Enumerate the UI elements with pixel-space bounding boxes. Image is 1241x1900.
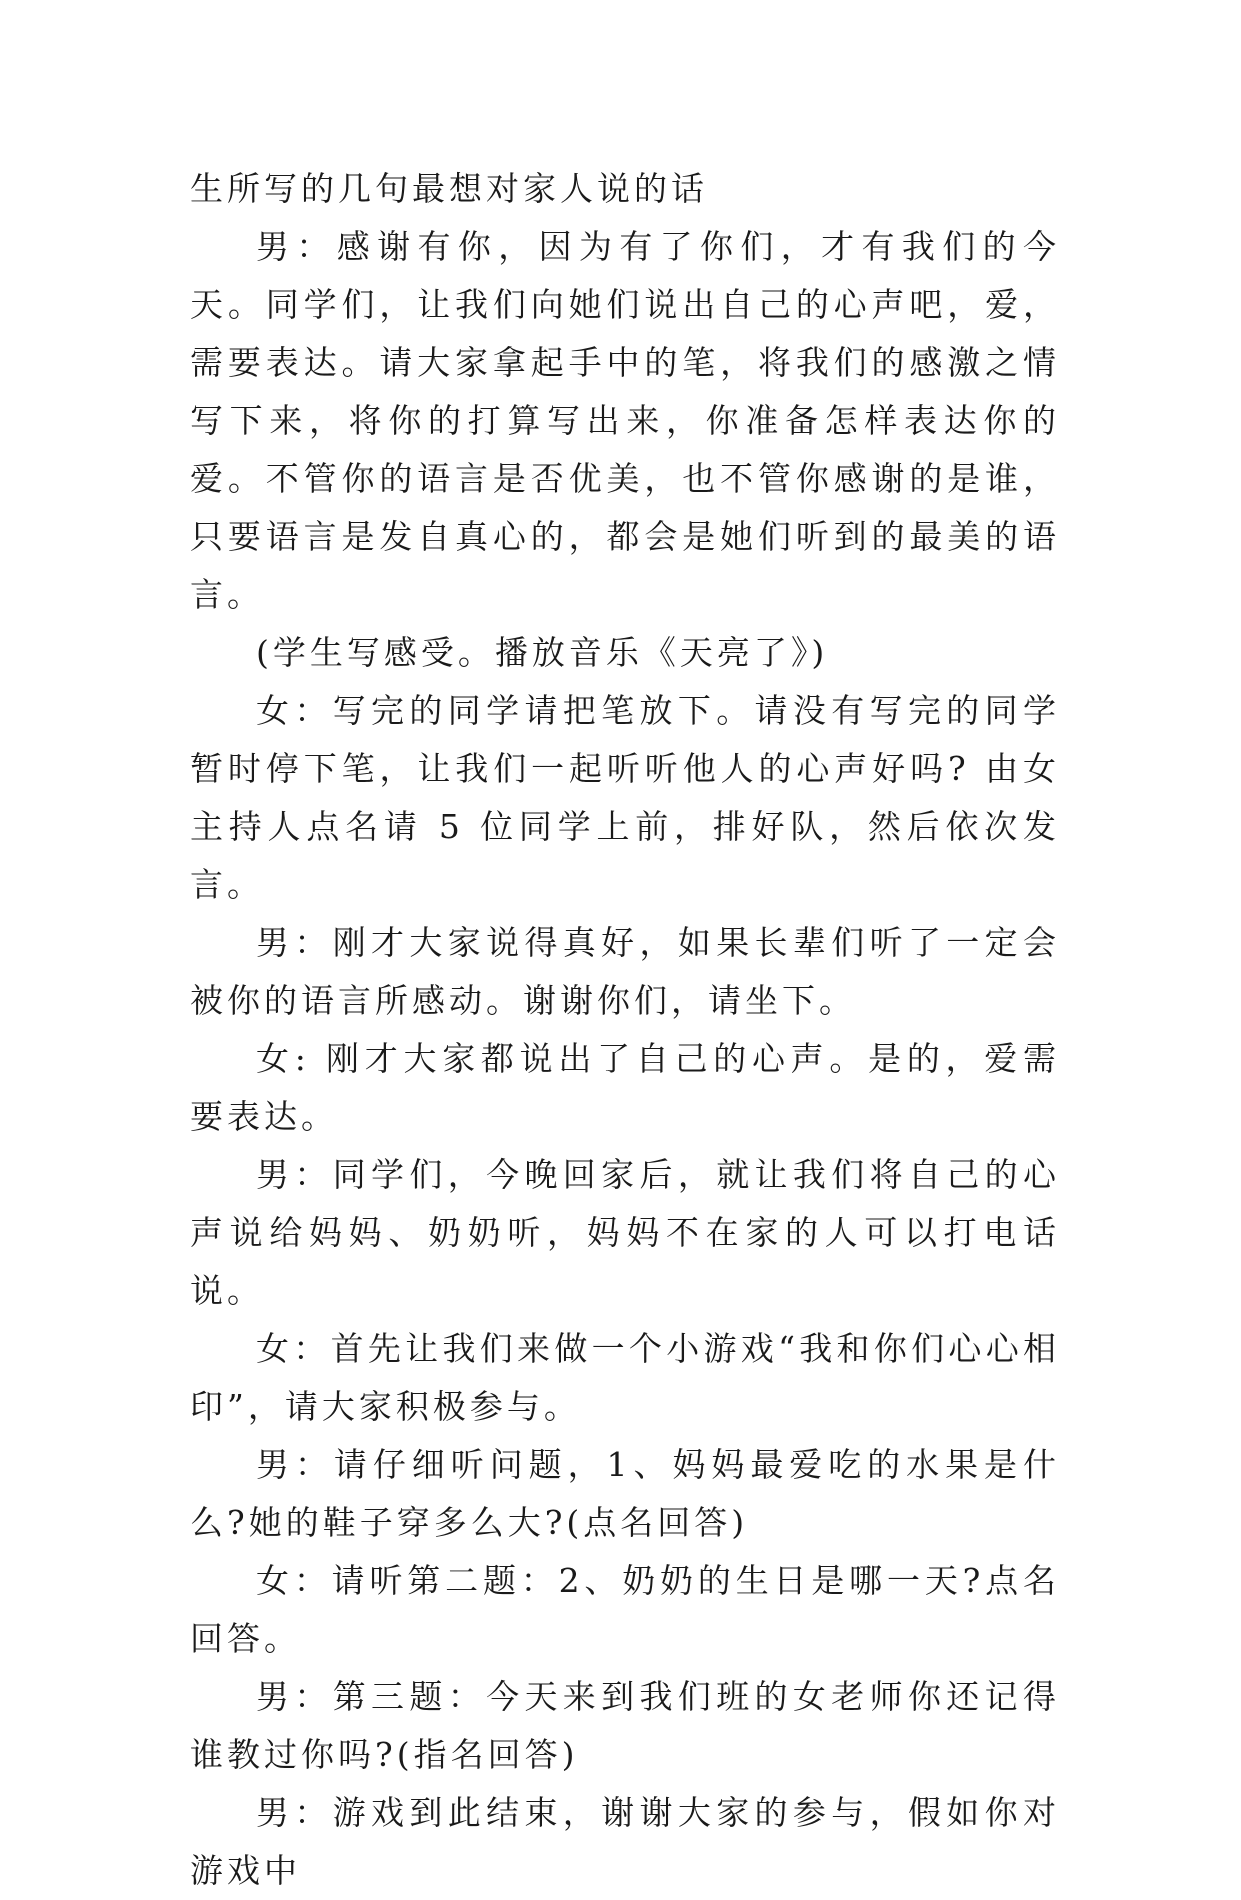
document-body bbox=[190, 160, 1060, 1900]
paragraph: 男：游戏到此结束，谢谢大家的参与，假如你对游戏中 bbox=[190, 1793, 1060, 1890]
paragraph: 女：请听第二题：2、奶奶的生日是哪一天?点名回答。 bbox=[190, 1561, 1060, 1658]
paragraph: 女: 刚才大家都说出了自己的心声。是的，爱需要表达。 bbox=[190, 1039, 1060, 1136]
paragraph: 男：第三题：今天来到我们班的女老师你还记得谁教过你吗?(指名回答) bbox=[190, 1677, 1060, 1774]
paragraph: 男：感谢有你，因为有了你们，才有我们的今天。同学们，让我们向她们说出自己的心声吧，爱，需要表达。请大家拿起手中的笔，将我们的感激之情写下来，将你的打算写出来，你准备怎样表达你的爱。不管你的语言是否优美，也不管你感谢的是谁，只要语言是发自真心的，都会是她们听到的最美的语言。 bbox=[190, 227, 1060, 614]
paragraph: (学生写感受。播放音乐《天亮了》) bbox=[256, 633, 829, 672]
paragraph: 生所写的几句最想对家人说的话 bbox=[190, 169, 708, 208]
paragraph: 男：同学们，今晚回家后，就让我们将自己的心声说给妈妈、奶奶听，妈妈不在家的人可以打电话说。 bbox=[190, 1155, 1060, 1310]
paragraph: 男：请仔细听问题，1、妈妈最爱吃的水果是什么?她的鞋子穿多么大?(点名回答) bbox=[190, 1445, 1060, 1542]
paragraph: 女：写完的同学请把笔放下。请没有写完的同学暂时停下笔，让我们一起听听他人的心声好吗? 由女主持人点名请 5 位同学上前，排好队，然后依次发言。 bbox=[190, 691, 1060, 904]
paragraph: 女：首先让我们来做一个小游戏“我和你们心心相印”，请大家积极参与。 bbox=[190, 1329, 1060, 1426]
paragraph: 男：刚才大家说得真好，如果长辈们听了一定会被你的语言所感动。谢谢你们，请坐下。 bbox=[190, 923, 1060, 1020]
